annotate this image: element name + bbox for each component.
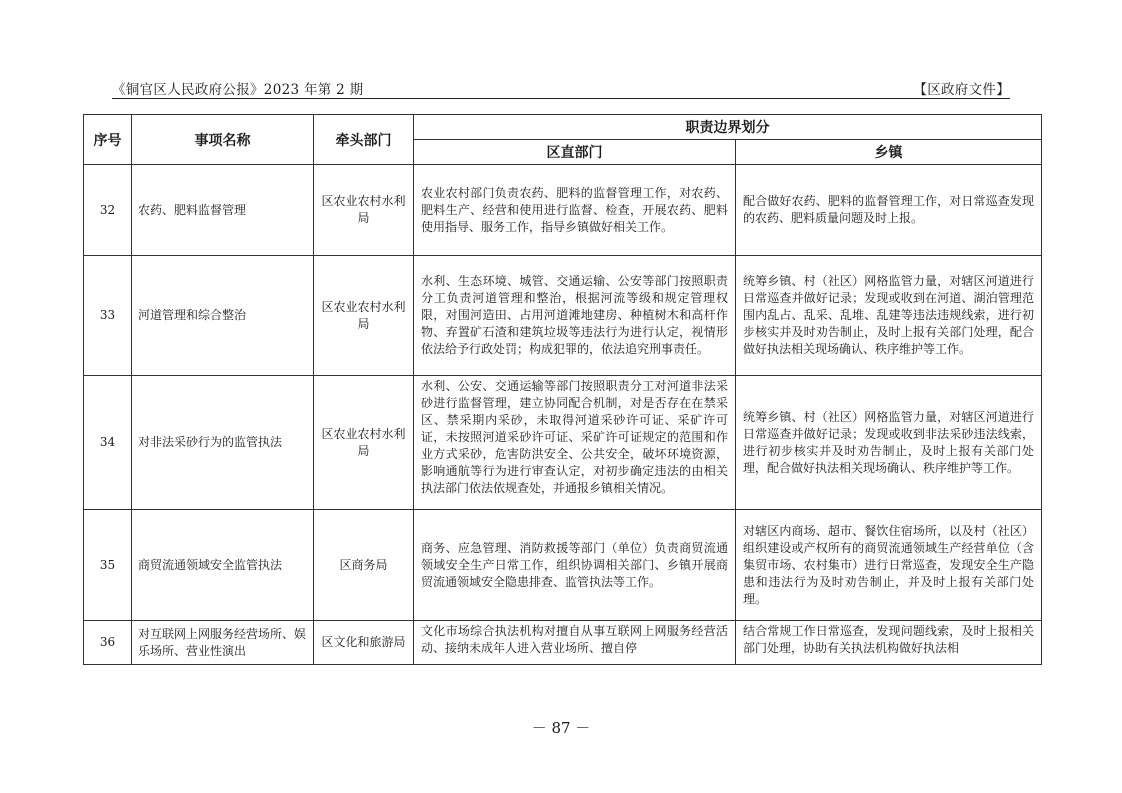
row-num: 35	[84, 510, 132, 621]
column-header-division: 职责边界划分	[414, 115, 1042, 140]
column-header-town: 乡镇	[736, 140, 1042, 165]
row-name: 河道管理和综合整治	[132, 256, 314, 376]
column-header-lead: 牵头部门	[314, 115, 414, 165]
table-row	[84, 621, 1042, 665]
row-num: 32	[84, 165, 132, 256]
table-row	[84, 256, 1042, 376]
row-town: 统筹乡镇、村（社区）网格监管力量，对辖区河道进行日常巡查并做好记录；发现或收到非法采砂违法线索，进行初步核实并及时劝告制止，及时上报有关部门处理，配合做好执法相关现场确认、秩序维护等工作。	[736, 376, 1042, 510]
row-district: 农业农村部门负责农药、肥料的监督管理工作，对农药、肥料生产、经营和使用进行监督、检查，开展农药、肥料使用指导、服务工作，指导乡镇做好相关工作。	[414, 165, 736, 256]
row-num: 33	[84, 256, 132, 376]
section-label: 【区政府文件】	[913, 82, 1010, 98]
row-name: 对互联网上网服务经营场所、娱乐场所、营业性演出	[132, 621, 314, 665]
row-name: 对非法采砂行为的监管执法	[132, 376, 314, 510]
row-num: 34	[84, 376, 132, 510]
row-lead: 区文化和旅游局	[314, 621, 414, 665]
row-lead: 区农业农村水利局	[314, 165, 414, 256]
row-town: 对辖区内商场、超市、餐饮住宿场所，以及村（社区）组织建设或产权所有的商贸流通领域生产经营单位（含集贸市场、农村集市）进行日常巡查，发现安全生产隐患和违法行为及时劝告制止，并及时上报有关部门处理。	[736, 510, 1042, 621]
publication-title: 《铜官区人民政府公报》2023 年第 2 期	[112, 82, 364, 98]
row-lead: 区农业农村水利局	[314, 256, 414, 376]
column-header-name: 事项名称	[132, 115, 314, 165]
row-town: 配合做好农药、肥料的监督管理工作，对日常巡查发现的农药、肥料质量问题及时上报。	[736, 165, 1042, 256]
row-name: 商贸流通领域安全监管执法	[132, 510, 314, 621]
table-row	[84, 510, 1042, 621]
row-lead: 区农业农村水利局	[314, 376, 414, 510]
header-divider	[112, 98, 1010, 99]
row-num: 36	[84, 621, 132, 665]
page-number: － 87 －	[531, 719, 591, 737]
row-district: 商务、应急管理、消防救援等部门（单位）负责商贸流通领域安全生产日常工作，组织协调相关部门、乡镇开展商贸流通领域安全隐患排查、监管执法等工作。	[414, 510, 736, 621]
table-row	[84, 165, 1042, 256]
row-name: 农药、肥料监督管理	[132, 165, 314, 256]
table-header-row	[84, 115, 1042, 140]
row-district: 水利、生态环境、城管、交通运输、公安等部门按照职责分工负责河道管理和整治，根据河流等级和规定管理权限，对围河造田、占用河道滩地建房、种植树木和高杆作物、弃置矿石渣和建筑垃圾等违法行为进行认定，视情形依法给予行政处罚；构成犯罪的，依法追究刑事责任。	[414, 256, 736, 376]
row-town: 结合常规工作日常巡查，发现问题线索，及时上报相关部门处理，协助有关执法机构做好执法相	[736, 621, 1042, 665]
column-header-num: 序号	[84, 115, 132, 165]
column-header-district: 区直部门	[414, 140, 736, 165]
row-lead: 区商务局	[314, 510, 414, 621]
responsibility-table	[83, 114, 1042, 665]
row-district: 文化市场综合执法机构对擅自从事互联网上网服务经营活动、接纳未成年人进入营业场所、擅自停	[414, 621, 736, 665]
row-district: 水利、公安、交通运输等部门按照职责分工对河道非法采砂进行监督管理，建立协同配合机制，对是否存在在禁采区、禁采期内采砂，未取得河道采砂许可证、采矿许可证，未按照河道采砂许可证、采矿许可证规定的范围和作业方式采砂，危害防洪安全、公共安全，破坏环境资源，影响通航等行为进行审查认定，对初步确定违法的由相关执法部门依法依规查处，并通报乡镇相关情况。	[414, 376, 736, 510]
table-row	[84, 376, 1042, 510]
row-town: 统筹乡镇、村（社区）网格监管力量，对辖区河道进行日常巡查并做好记录；发现或收到在河道、湖泊管理范围内乱占、乱采、乱堆、乱建等违法违规线索，进行初步核实并及时劝告制止，及时上报有关部门处理，配合做好执法相关现场确认、秩序维护等工作。	[736, 256, 1042, 376]
